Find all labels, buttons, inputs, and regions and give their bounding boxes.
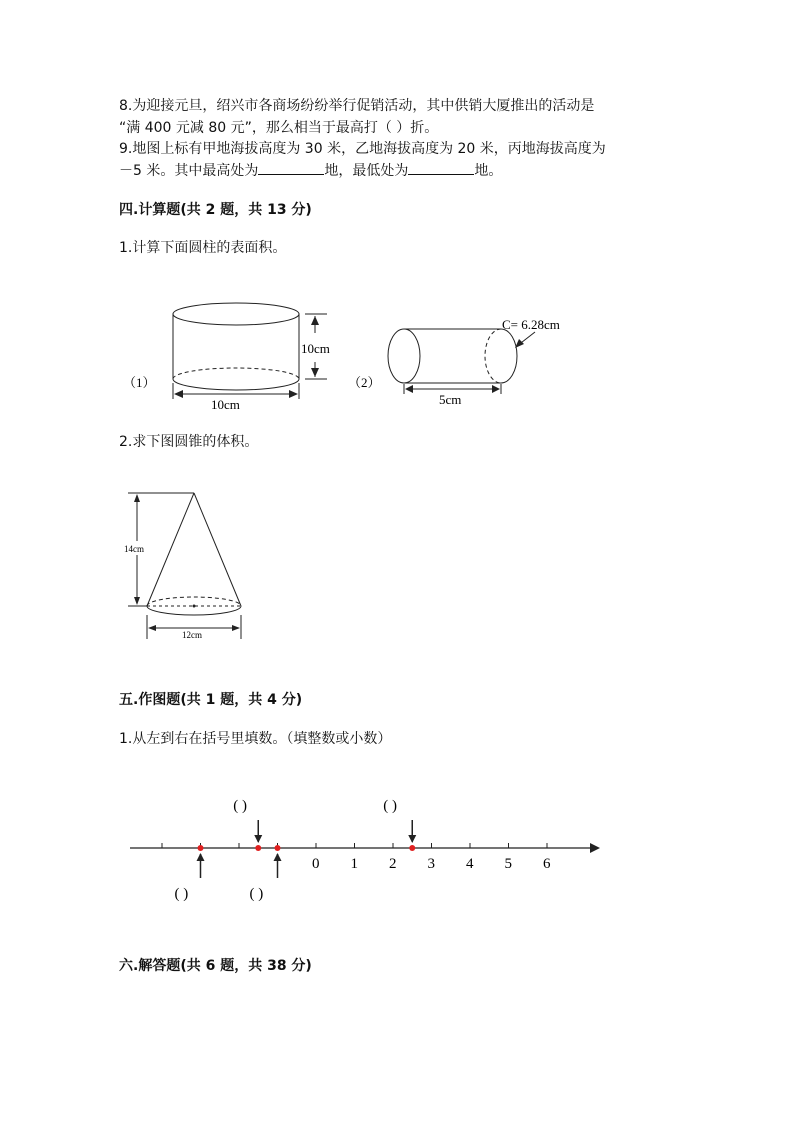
number-line-brackets xyxy=(175,798,398,902)
arrowhead-icon xyxy=(408,835,416,843)
arrowhead-icon xyxy=(254,835,262,843)
cone-right-edge xyxy=(194,493,241,606)
answer-blank[interactable] xyxy=(408,160,474,175)
number-line-arrows xyxy=(197,820,417,878)
arrowhead-icon xyxy=(274,853,282,861)
arrowhead-icon xyxy=(134,494,140,502)
cone-center-dot xyxy=(193,605,196,608)
number-line-labels xyxy=(312,856,551,872)
answer-bracket[interactable]: ( ) xyxy=(233,798,247,814)
cone-height-label: 14cm xyxy=(124,544,144,554)
q8-line1: 8.为迎接元旦，绍兴市各商场纷纷举行促销活动，其中供销大厦推出的活动是 xyxy=(119,98,595,114)
cylinder-left-end xyxy=(388,329,420,383)
tick-label: 0 xyxy=(312,856,320,872)
fig2-label: （2） xyxy=(348,375,381,390)
arrowhead-icon xyxy=(311,316,319,325)
cylinder-figure-2 xyxy=(345,310,585,410)
arrowhead-icon xyxy=(405,385,413,393)
arrowhead-icon xyxy=(197,853,205,861)
answer-blank[interactable] xyxy=(258,160,324,175)
cone-diameter-label: 12cm xyxy=(182,630,202,640)
q9-text-a: －5 米。其中最高处为 xyxy=(119,163,259,179)
section5-q1-text: 1.从左到右在括号里填数。（填整数或小数） xyxy=(119,731,392,747)
marked-point xyxy=(255,845,261,851)
cylinder-figure-1 xyxy=(115,295,375,415)
fig1-height-label: 10cm xyxy=(301,341,330,356)
arrowhead-icon xyxy=(590,843,600,853)
arrowhead-icon xyxy=(148,625,156,631)
marked-point xyxy=(275,845,281,851)
section4-q2-text: 2.求下图圆锥的体积。 xyxy=(119,434,259,450)
section4-title: 四.计算题(共 2 题，共 13 分) xyxy=(119,202,312,218)
arrowhead-icon xyxy=(515,339,524,348)
marked-point xyxy=(198,845,204,851)
arrowhead-icon xyxy=(311,368,319,377)
fig1-diameter-label: 10cm xyxy=(211,397,240,412)
marked-point xyxy=(409,845,415,851)
section6-title: 六.解答题(共 6 题，共 38 分) xyxy=(119,958,312,974)
arrowhead-icon xyxy=(134,597,140,605)
fig1-label: （1） xyxy=(123,375,156,390)
number-line-figure xyxy=(120,788,610,913)
tick-label: 4 xyxy=(466,856,474,872)
q9-line1: 9.地图上标有甲地海拔高度为 30 米，乙地海拔高度为 20 米，丙地海拔高度为 xyxy=(119,141,606,157)
tick-label: 2 xyxy=(389,856,397,872)
q8-line2: “满 400 元减 80 元”，那么相当于最高打（ ）折。 xyxy=(119,120,439,136)
section4-q1-text: 1.计算下面圆柱的表面积。 xyxy=(119,240,287,256)
arrowhead-icon xyxy=(232,625,240,631)
tick-label: 6 xyxy=(543,856,551,872)
cone-left-edge xyxy=(147,493,194,606)
arrowhead-icon xyxy=(492,385,500,393)
cone-figure xyxy=(120,485,260,645)
cylinder-bottom-front xyxy=(173,379,299,390)
cylinder-top-ellipse xyxy=(173,303,299,325)
q9-text-c: 地。 xyxy=(474,163,503,179)
fig2-length-label: 5cm xyxy=(439,392,462,407)
arrowhead-icon xyxy=(289,390,298,398)
q9-text-b: 地，最低处为 xyxy=(324,163,409,179)
tick-label: 5 xyxy=(504,856,512,872)
answer-bracket[interactable]: ( ) xyxy=(174,886,189,902)
fig2-circumference-label: C= 6.28cm xyxy=(502,317,560,332)
cylinder-right-back xyxy=(485,329,501,383)
answer-bracket[interactable]: ( ) xyxy=(249,886,264,902)
section5-title: 五.作图题(共 1 题，共 4 分) xyxy=(119,692,303,708)
answer-bracket[interactable]: ( ) xyxy=(383,798,397,814)
number-line-ticks xyxy=(162,843,547,848)
arrowhead-icon xyxy=(174,390,183,398)
tick-label: 1 xyxy=(350,856,358,872)
cylinder-bottom-back xyxy=(173,368,299,379)
tick-label: 3 xyxy=(427,856,435,872)
cylinder-right-front xyxy=(501,329,517,383)
q9-line2 xyxy=(119,160,502,181)
